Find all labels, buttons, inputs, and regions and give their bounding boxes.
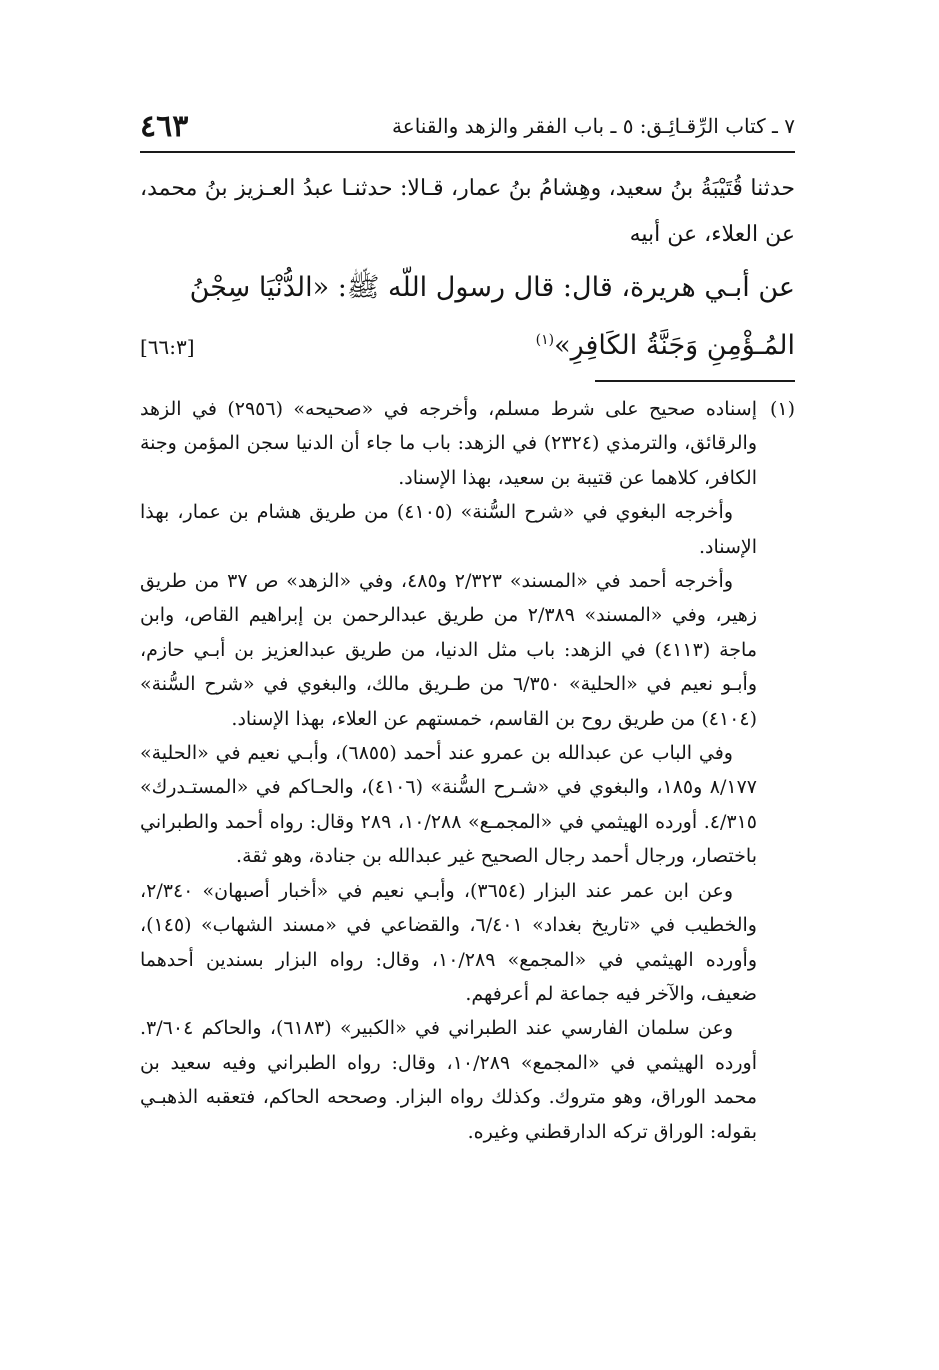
footnotes-section	[140, 392, 795, 1149]
main-text	[140, 166, 795, 373]
footnote-body	[140, 392, 757, 1149]
footnote-paragraph: وعن ابن عمر عند البزار (٣٦٥٤)، وأبـي نعيم في «أخبار أصبهان» ٢/٣٤٠، والخطيب في «تاريخ بغداد» ٦/٤٠١، والقضاعي في «مسند الشهاب» (١٤٥)، وأورده الهيثمي في «المجمع» ١٠/٢٨٩، وقال: رواه البزار بسندين أحدهما ضعيف، والآخر فيه جماعة لم أعرفهم.	[140, 879, 757, 1005]
hadith-line-2-row	[140, 314, 795, 373]
footnote-paragraph: وأخرجه البغوي في «شرح السُّنة» (٤١٠٥) من طريق هشام بن عمار، بهذا الإسناد.	[140, 501, 757, 558]
hadith-line-2	[536, 314, 795, 372]
header-divider	[140, 151, 795, 153]
hadith-text-end: المُـؤْمِنِ وَجَنَّةُ الكَافِرِ»	[554, 330, 795, 361]
footnote-marker: (١)	[535, 332, 555, 348]
page-header	[140, 104, 795, 148]
page-number: ٤٦٣	[140, 108, 189, 144]
hadith-line-1: عن أبـي هريرة، قال: قال رسول اللّه ﷺ: «الدُّنْيَا سِجْنُ	[189, 272, 795, 303]
footnote-paragraph: وعن سلمان الفارسي عند الطبراني في «الكبير» (٦١٨٣)، والحاكم ٣/٦٠٤. أورده الهيثمي في «المجمع» ١٠/٢٨٩، وقال: رواه الطبراني وفيه سعيد بن محمد الوراق، وهو متروك. وكذلك رواه البزار. وصححه الحاكم، فتعقبه الذهبـي بقوله: الوراق تركه الدارقطني وغيره.	[140, 1017, 758, 1143]
running-title: ٧ ـ كتاب الرِّقـائِـق: ٥ ـ باب الفقر والزهد والقناعة	[392, 114, 795, 138]
hadith-reference: [٦٦:٣]	[140, 335, 195, 359]
hadith-paragraph	[140, 262, 795, 373]
footnote-paragraph: إسناده صحيح على شرط مسلم، وأخرجه في «صحيحه» (٢٩٥٦) في الزهد والرقائق، والترمذي (٢٣٢٤) في الزهد: باب ما جاء أن الدنيا سجن المؤمن وجنة الكافر، كلاهما عن قتيبة بن سعيد، بهذا الإسناد.	[140, 398, 758, 489]
footnote-paragraph: وأخرجه أحمد في «المسند» ٢/٣٢٣ و٤٨٥، وفي «الزهد» ص ٣٧ من طريق زهير، وفي «المسند» ٢/٣٨٩ من طريق عبدالرحمن بن إبراهيم القاص، وابن ماجة (٤١١٣) في الزهد: باب مثل الدنيا، من طريق عبدالعزيز بن أبـي حازم، وأبـو نعيم في «الحلية» ٦/٣٥٠ من طـريق مالك، والبغوي في «شرح السُّنة» (٤١٠٤) من طريق روح بن القاسم، خمستهم عن العلاء، بهذا الإسناد.	[140, 570, 758, 730]
footnote-1	[140, 392, 795, 1149]
footnote-number: (١)	[769, 398, 795, 420]
footnote-divider	[595, 380, 795, 382]
isnad-paragraph: حدثنا قُتَيْبَةُ بنُ سعيد، وهِشامُ بنُ عمار، قـالا: حدثنـا عبدُ العـزيز بنُ محمد، عن العلاء، عن أبيه	[140, 176, 795, 247]
footnote-paragraph: وفي الباب عن عبدالله بن عمرو عند أحمد (٦٨٥٥)، وأبـي نعيم في «الحلية» ٨/١٧٧ و١٨٥، والبغوي في «شـرح السُّنة» (٤١٠٦)، والحـاكم في «المستـدرك» ٤/٣١٥. أورده الهيثمي في «المجمـع» ١٠/٢٨٨، ٢٨٩ وقال: رواه أحمد والطبراني باختصار، ورجال أحمد رجال الصحيح غير عبدالله بن جنادة، وهو ثقة.	[140, 742, 758, 868]
